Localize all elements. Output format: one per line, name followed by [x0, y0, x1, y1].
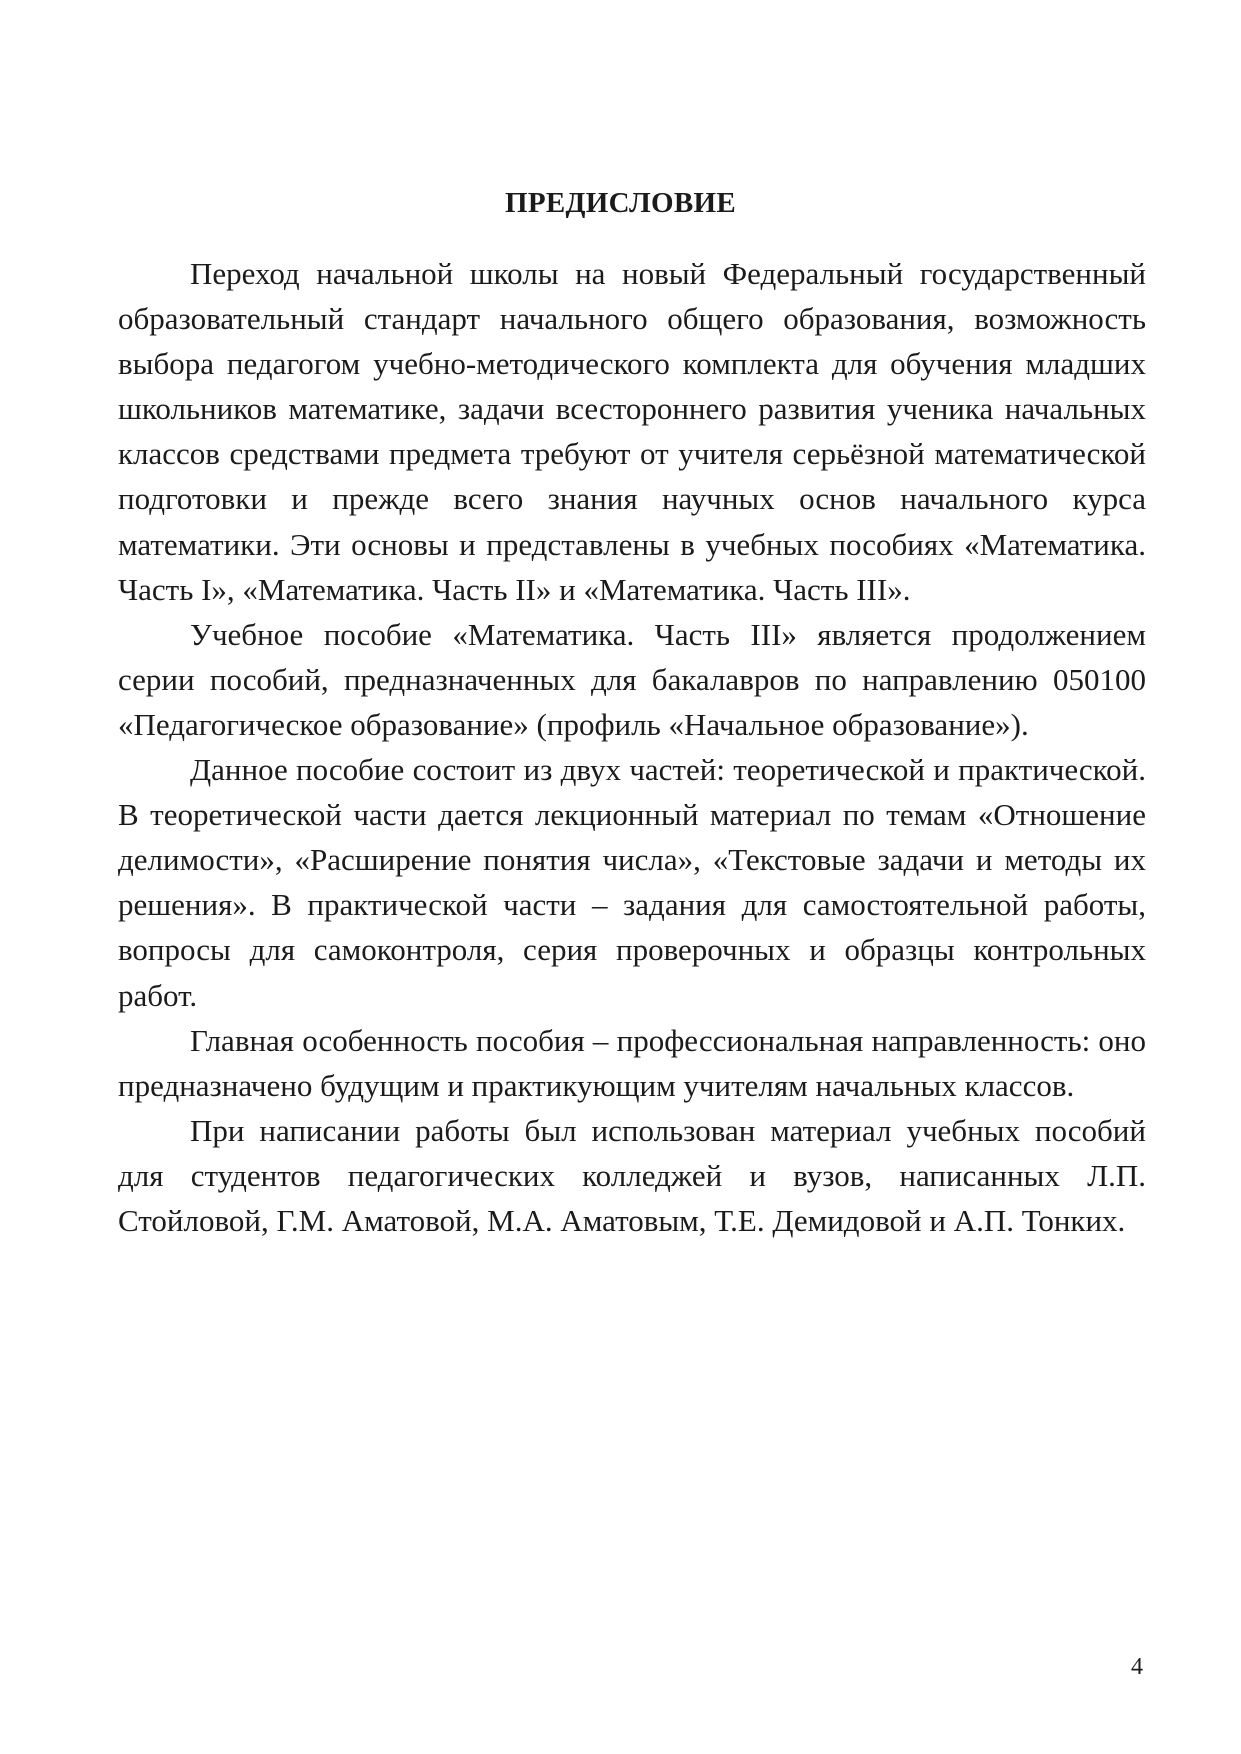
page-title: ПРЕДИСЛОВИЕ [504, 187, 737, 219]
page-number: 4 [1131, 1654, 1143, 1680]
paragraph-2: Учебное пособие «Математика. Часть III» является продолжением серии пособий, предназначенных для бакалавров по направлению 050100 «Педагогическое образование» (профиль «Начальное образование»). [118, 616, 1146, 742]
paragraph-3: Данное пособие состоит из двух частей: теоретической и практической. В теоретической части дается лекционный материал по темам «Отношение делимости», «Расширение понятия числа», «Текстовые задачи и методы их решения». В практической части – задания для самостоятельной работы, вопросы для самоконтроля, серия проверочных и образцы контрольных работ. [118, 752, 1146, 1013]
paragraph-4: Главная особенность пособия – профессиональная направленность: оно предназначено будущим и практикующим учителям начальных классов. [118, 1022, 1146, 1103]
body-text [118, 251, 1146, 1243]
paragraph-5: При написании работы был использован материал учебных пособий для студентов педагогических колледжей и вузов, написанных Л.П. Стойловой, Г.М. Аматовой, М.А. Аматовым, Т.Е. Демидовой и А.П. Тонких. [118, 1112, 1146, 1238]
paragraph-1: Переход начальной школы на новый Федеральный государственный образовательный стандарт начального общего образования, возможность выбора педагогом учебно-методического комплекта для обучения младших школьников математике, задачи всестороннего развития ученика начальных классов средствами предмета требуют от учителя серьёзной математической подготовки и прежде всего знания научных основ начального курса математики. Эти основы и представлены в учебных пособиях «Математика. Часть I», «Математика. Часть II» и «Математика. Часть III». [118, 256, 1146, 607]
